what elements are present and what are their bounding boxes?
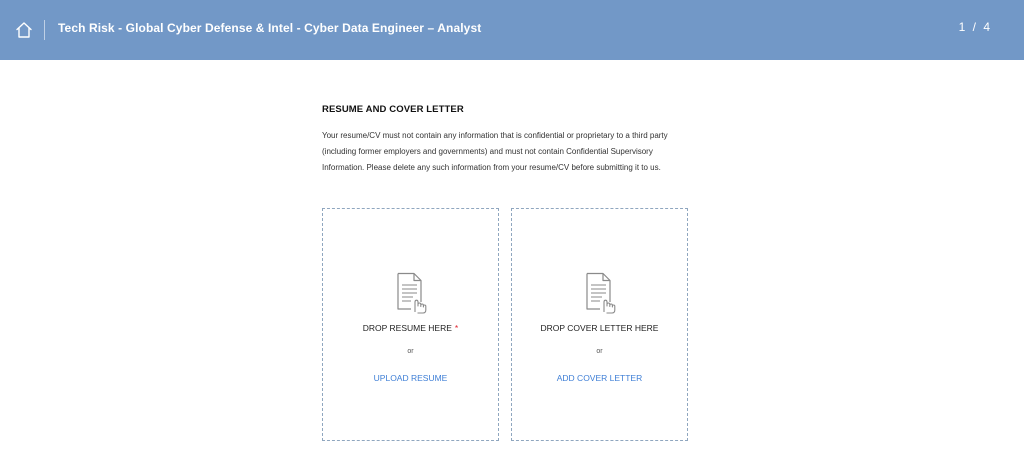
header-divider bbox=[44, 20, 45, 40]
resume-section bbox=[322, 100, 692, 176]
add-cover-letter-link[interactable]: ADD COVER LETTER bbox=[556, 373, 643, 383]
section-description: Your resume/CV must not contain any information that is confidential or proprietary to a third party (including former employers and governments) and must not contain Confidential Supervisory Information. Please delete any such information from your resume/CV before submitting it to us. bbox=[322, 131, 668, 172]
required-marker: * bbox=[454, 323, 459, 333]
header-bar bbox=[0, 0, 1024, 60]
resume-or-text: or bbox=[407, 348, 414, 355]
cover-letter-drop-label: DROP COVER LETTER HERE bbox=[540, 323, 659, 333]
home-button[interactable] bbox=[14, 20, 34, 40]
home-icon bbox=[14, 20, 34, 40]
cover-letter-dropzone[interactable] bbox=[511, 208, 688, 441]
document-hand-icon bbox=[396, 272, 428, 314]
upload-resume-link[interactable]: UPLOAD RESUME bbox=[373, 373, 448, 383]
resume-dropzone[interactable] bbox=[322, 208, 499, 441]
page-counter: 1 / 4 bbox=[958, 20, 992, 34]
job-title: Tech Risk - Global Cyber Defense & Intel - Cyber Data Engineer – Analyst bbox=[58, 21, 482, 35]
document-hand-icon bbox=[585, 272, 617, 314]
section-heading: RESUME AND COVER LETTER bbox=[322, 104, 464, 115]
cover-letter-or-text: or bbox=[596, 348, 603, 355]
resume-drop-label: DROP RESUME HERE * bbox=[362, 323, 459, 333]
